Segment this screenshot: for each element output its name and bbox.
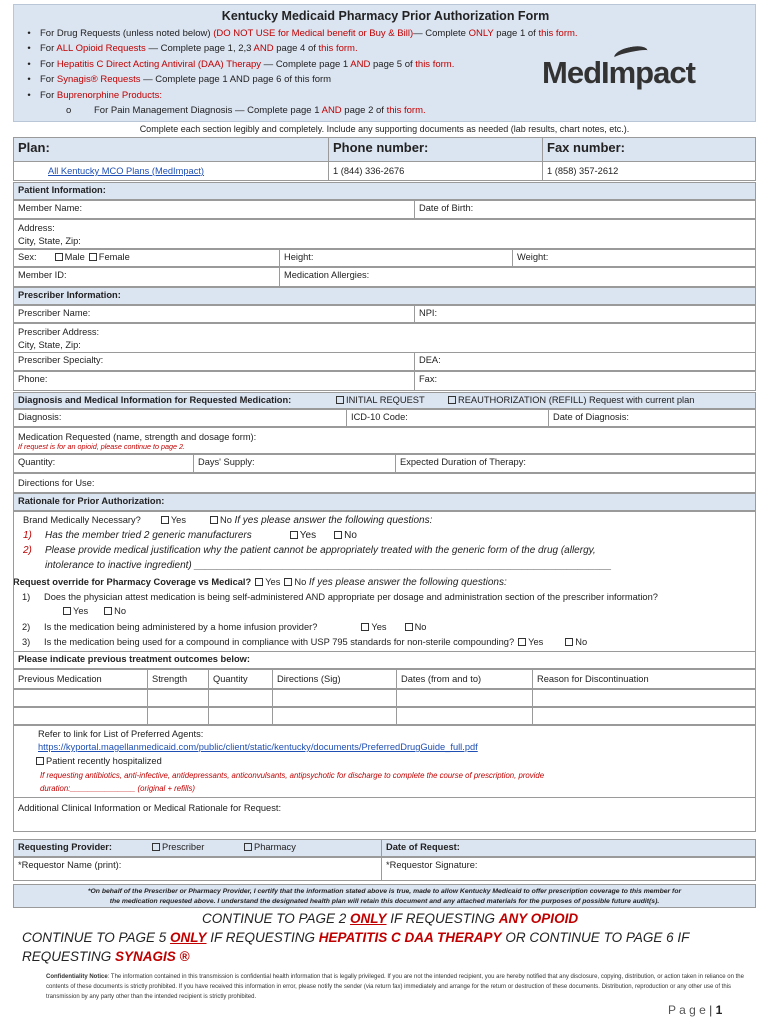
override-yes-checkbox[interactable] xyxy=(255,578,263,586)
additional-info-field[interactable]: Additional Clinical Information or Medical Rationale for Request: xyxy=(13,797,756,832)
prev-col-quantity: Quantity xyxy=(208,669,273,689)
prescriber-section-header: Prescriber Information: xyxy=(13,287,756,305)
preferred-drug-link[interactable]: https://kyportal.magellanmedicaid.com/public/client/static/kentucky/documents/PreferredDrugGuide_full.pdf xyxy=(38,742,478,752)
medication-requested-field[interactable]: Medication Requested (name, strength and dosage form): If request is for an opioid, please continue to page 2. xyxy=(13,427,756,454)
prev-col-reason: Reason for Discontinuation xyxy=(532,669,756,689)
form-title: Kentucky Medicaid Pharmacy Prior Authorization Form xyxy=(221,9,550,23)
requestor-signature-field[interactable]: *Requestor Signature: xyxy=(381,857,756,881)
table-cell[interactable] xyxy=(13,707,148,725)
plan-label: Plan: xyxy=(13,137,329,162)
duration-field[interactable]: Expected Duration of Therapy: xyxy=(395,454,756,473)
infusion-no-checkbox[interactable] xyxy=(405,623,413,631)
instruction-item: • For Hepatitis C Direct Acting Antiviral (DAA) Therapy — Complete page 1 AND page 5 of this form. xyxy=(27,58,455,70)
table-cell[interactable] xyxy=(147,689,209,707)
phone-value: 1 (844) 336-2676 xyxy=(328,161,543,181)
generic-no-checkbox[interactable] xyxy=(334,531,342,539)
member-name-field[interactable]: Member Name: xyxy=(13,200,415,219)
address-field[interactable]: Address: City, State, Zip: xyxy=(13,219,756,249)
fax-label: Fax number: xyxy=(542,137,756,162)
fax-field[interactable]: Fax: xyxy=(414,371,756,391)
brand-section: Brand Medically Necessary? Yes No If yes please answer the following questions: 1) Has the member tried 2 generic manufacturers Yes No 2) Please provide medical justification why the patient cannot be appropriately treated with the generic form of the drug (allergy, intolerance to inactive ingredient) ___________________________________________________________________________ xyxy=(13,511,756,576)
prescriber-address-field[interactable]: Prescriber Address: City, State, Zip: xyxy=(13,323,756,353)
selfadmin-no-checkbox[interactable] xyxy=(104,607,112,615)
instruction-subitem: o For Pain Management Diagnosis — Complete page 1 AND page 2 of this form. xyxy=(66,105,426,117)
continue-instructions: CONTINUE TO PAGE 2 ONLY IF REQUESTING ANY OPIOID CONTINUE TO PAGE 5 ONLY IF REQUESTING HEPATITIS C DAA THERAPY OR CONTINUE TO PAGE 6 IF REQUESTING SYNAGIS ® xyxy=(22,911,690,964)
table-cell[interactable] xyxy=(396,707,533,725)
rationale-section-header: Rationale for Prior Authorization: xyxy=(13,493,756,511)
date-diagnosis-field[interactable]: Date of Diagnosis: xyxy=(548,409,756,427)
pharmacy-checkbox[interactable] xyxy=(244,843,252,851)
prev-col-dates: Dates (from and to) xyxy=(396,669,533,689)
instruction-item: • For ALL Opioid Requests — Complete page 1, 2,3 AND page 4 of this form. xyxy=(27,43,358,55)
female-checkbox[interactable] xyxy=(89,253,97,261)
prescriber-name-field[interactable]: Prescriber Name: xyxy=(13,305,415,323)
override-section: Request override for Pharmacy Coverage vs Medical? Yes No If yes please answer the following questions: 1) Does the physician attest medication is being self-administered AND appropriate per dosage and administration section of the prescriber information? Yes No 2) Is the medication being administered by a home infusion provider? Yes No 3) Is the medication being used for a compound in compliance with USP 795 standards for non-sterile compounding? Yes No xyxy=(13,577,658,647)
prev-col-directions: Directions (Sig) xyxy=(272,669,397,689)
date-of-request-field[interactable]: Date of Request: xyxy=(381,839,756,857)
height-field[interactable]: Height: xyxy=(279,249,513,267)
specialty-field[interactable]: Prescriber Specialty: xyxy=(13,352,415,371)
compound-no-checkbox[interactable] xyxy=(565,638,573,646)
quantity-field[interactable]: Quantity: xyxy=(13,454,194,473)
sex-field: Sex: Male Female xyxy=(13,249,280,267)
phone-label: Phone number: xyxy=(328,137,543,162)
male-checkbox[interactable] xyxy=(55,253,63,261)
reauth-checkbox[interactable] xyxy=(448,396,456,404)
days-supply-field[interactable]: Days' Supply: xyxy=(193,454,396,473)
header-box xyxy=(13,4,756,122)
previous-outcomes-label: Please indicate previous treatment outcomes below: xyxy=(13,651,756,669)
selfadmin-yes-checkbox[interactable] xyxy=(63,607,71,615)
npi-field[interactable]: NPI: xyxy=(414,305,756,323)
preferred-agents-box: Refer to link for List of Preferred Agents: https://kyportal.magellanmedicaid.com/public/client/static/kentucky/documents/PreferredDrugGuide_full.pdf Patient recently hospitalized If requesting antibiotics, anti-infective, antidepressants, anticonvulsants, antipsychotic for discharge to complete the course of prescription, provide duration:_______________ (original + refills) xyxy=(13,725,756,798)
prev-col-strength: Strength xyxy=(147,669,209,689)
confidentiality-notice: Confidentiality Notice: The information contained in this transmission is confidential health information that is legally privileged. If you are not the intended recipient, you are hereby notified that any disclosure, copying, distribution, or action taken in reliance on the contents of these documents is strictly prohibited. If you have received this information in error, please notify the sender (via return fax) immediately and arrange for the return or destruction of these documents. Distribution, reproduction or any other use of this transmission by any party other than the intended recipient is strictly prohibited. xyxy=(46,974,744,1000)
initial-request-checkbox[interactable] xyxy=(336,396,344,404)
diagnosis-section-header: Diagnosis and Medical Information for Requested Medication: INITIAL REQUEST REAUTHORIZATION (REFILL) Request with current plan xyxy=(13,392,756,409)
opioid-note: If request is for an opioid, please continue to page 2. xyxy=(18,442,186,451)
prev-col-medication: Previous Medication xyxy=(13,669,148,689)
patient-section-header: Patient Information: xyxy=(13,182,756,200)
medimpact-logo: MedImpact xyxy=(542,55,695,90)
directions-field[interactable]: Directions for Use: xyxy=(13,473,756,493)
brand-yes-checkbox[interactable] xyxy=(161,516,169,524)
instruction-item: • For Buprenorphine Products: xyxy=(27,89,162,101)
hospitalized-checkbox[interactable] xyxy=(36,757,44,765)
requesting-provider-row: Requesting Provider: Prescriber Pharmacy xyxy=(13,839,382,857)
instruction-item: • For Drug Requests (unless noted below) (DO NOT USE for Medical benefit or Buy & Bill)— Complete ONLY page 1 of this form. xyxy=(27,28,578,39)
generic-yes-checkbox[interactable] xyxy=(290,531,298,539)
brand-no-checkbox[interactable] xyxy=(210,516,218,524)
form-instructions: Complete each section legibly and completely. Include any supporting documents as needed (lab results, chart notes, etc.). xyxy=(139,124,630,134)
table-cell[interactable] xyxy=(13,689,148,707)
table-cell[interactable] xyxy=(532,707,756,725)
icd-field[interactable]: ICD-10 Code: xyxy=(346,409,549,427)
certification-statement: *On behalf of the Prescriber or Pharmacy Provider, I certify that the information stated above is true, made to allow Kentucky Medicaid to offer prescription coverage to this member for the medication requested above. I understand the designated health plan will retain this document and any attached materials for the purposes of possible future audit(s). xyxy=(13,884,756,908)
weight-field[interactable]: Weight: xyxy=(512,249,756,267)
table-cell[interactable] xyxy=(208,707,273,725)
page-number: P a g e | 1 xyxy=(668,1003,723,1017)
table-cell[interactable] xyxy=(272,707,397,725)
requestor-name-field[interactable]: *Requestor Name (print): xyxy=(13,857,382,881)
table-cell[interactable] xyxy=(532,689,756,707)
table-cell[interactable] xyxy=(208,689,273,707)
prescriber-checkbox[interactable] xyxy=(152,843,160,851)
override-no-checkbox[interactable] xyxy=(284,578,292,586)
antibiotic-note: If requesting antibiotics, anti-infective, antidepressants, anticonvulsants, antipsychotic for discharge to complete the course of prescription, provide xyxy=(40,771,545,780)
justification-line[interactable]: intolerance to inactive ingredient) ___________________________________________________________________________ xyxy=(45,560,612,571)
table-cell[interactable] xyxy=(147,707,209,725)
plan-link[interactable]: All Kentucky MCO Plans (MedImpact) xyxy=(48,166,205,176)
instruction-item: • For Synagis® Requests — Complete page 1 AND page 6 of this form xyxy=(27,74,332,86)
refer-text: Refer to link for List of Preferred Agents: xyxy=(38,729,204,739)
fax-value: 1 (858) 357-2612 xyxy=(542,161,756,181)
diagnosis-field[interactable]: Diagnosis: xyxy=(13,409,347,427)
duration-line[interactable]: duration:_______________ (original + refills) xyxy=(40,784,195,793)
dea-field[interactable]: DEA: xyxy=(414,352,756,371)
phone-field[interactable]: Phone: xyxy=(13,371,415,391)
table-cell[interactable] xyxy=(396,689,533,707)
member-id-field[interactable]: Member ID: xyxy=(13,267,280,287)
compound-yes-checkbox[interactable] xyxy=(518,638,526,646)
allergies-field[interactable]: Medication Allergies: xyxy=(279,267,756,287)
infusion-yes-checkbox[interactable] xyxy=(361,623,369,631)
table-cell[interactable] xyxy=(272,689,397,707)
dob-field[interactable]: Date of Birth: xyxy=(414,200,756,219)
plan-value xyxy=(13,161,329,181)
